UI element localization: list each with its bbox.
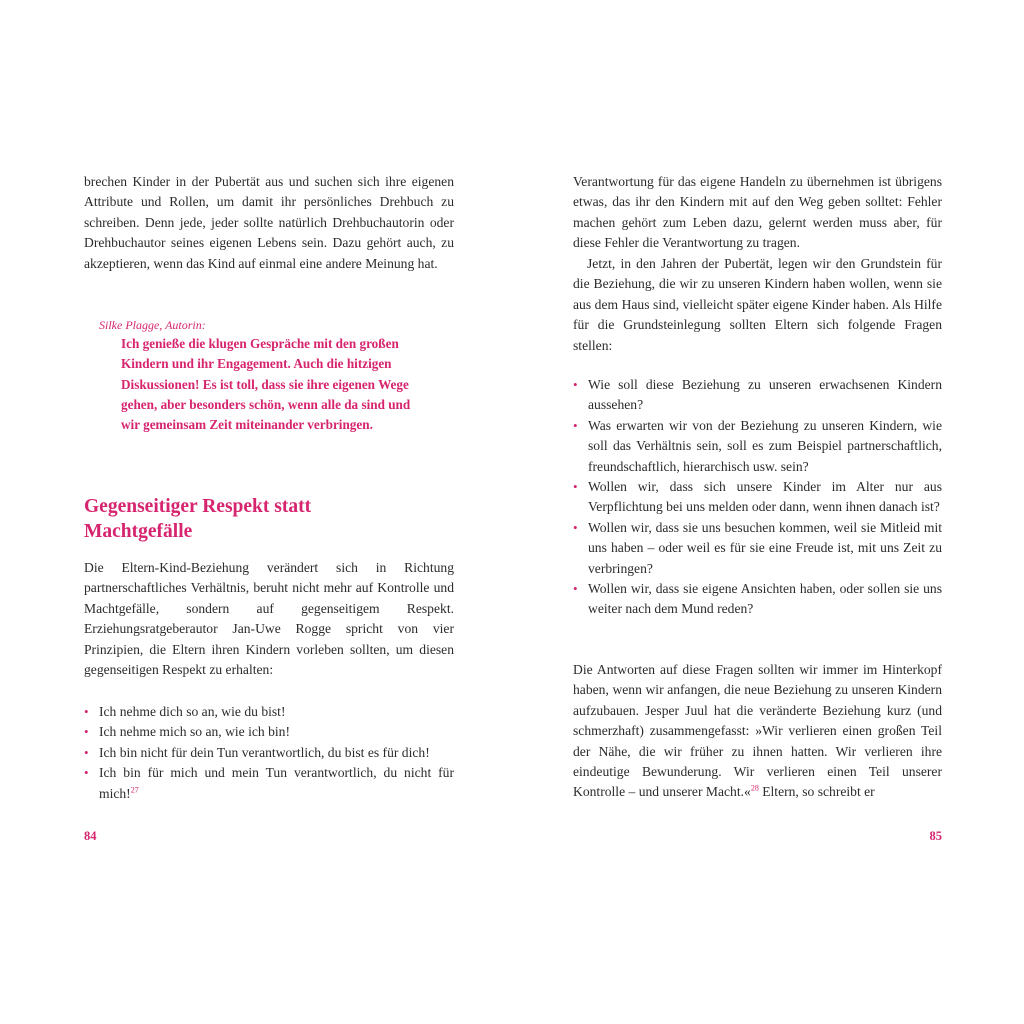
paragraph-1: Verantwortung für das eigene Handeln zu übernehmen ist übrigens etwas, das ihr den Kindern mit auf den Weg geben solltet: Fehler machen gehört zum Leben dazu, gelernt werden muss aber, für diese Fehler die Verantwortung zu tragen. bbox=[573, 174, 942, 251]
page-number-right: 85 bbox=[929, 829, 942, 843]
paragraph-2: Jetzt, in den Jahren der Pubertät, legen wir den Grundstein für die Beziehung, die wir zu unseren Kindern haben wollen, wenn sie aus dem Haus sind, vielleicht später eigene Kinder haben. Als Hilfe für die Grundsteinlegung sollten Eltern sich folgende Fragen stellen: bbox=[573, 256, 942, 353]
section-heading: Gegenseitiger Respekt statt Machtgefälle bbox=[84, 496, 312, 542]
page-number-left: 84 bbox=[84, 829, 97, 843]
list-item: • Wollen wir, dass sich unsere Kinder im Alter nur aus Verpflichtung bei uns melden oder dann, wenn ihnen danach ist? bbox=[573, 479, 942, 515]
quote-text: Ich genieße die klugen Gespräche mit den großen Kindern und ihr Engagement. Auch die hitzigen Diskussionen! Es ist toll, dass sie ihre eigenen Wege gehen, aber besonders schön, wenn alle da sind und wir gemeinsam Zeit miteinander verbringen. bbox=[121, 336, 411, 433]
bullet-icon: • bbox=[84, 704, 89, 719]
paragraph-3: Die Antworten auf diese Fragen sollten wir immer im Hinterkopf haben, wenn wir anfangen, die neue Beziehung zu unseren Kindern aufzubauen. Jesper Juul hat die veränderte Beziehung kurz (und schmerzhaft) zusammengefasst: »Wir verlieren einen großen Teil der Nähe, die wir früher zu ihnen hatten. Wir verlieren ihre eindeutige Bewunderung. Wir verlieren einen Teil unserer Kontrolle – und unserer Macht.«$^{28}$ Eltern, so schreibt er bbox=[573, 662, 942, 800]
bullet-icon: • bbox=[573, 417, 578, 433]
list-item: • Ich bin für mich und mein Tun verantwortlich, du nicht für mich!$^{27}$ bbox=[84, 765, 454, 801]
bullet-icon: • bbox=[84, 765, 89, 781]
intro-paragraph: brechen Kinder in der Pubertät aus und suchen sich ihre eigenen Attribute und Rollen, um damit ihr persönliches Drehbuch zu schreiben. Denn jede, jeder sollte natürlich Drehbuchautorin oder Drehbuchautor seines eigenen Lebens sein. Dazu gehört auch, zu akzeptieren, wenn das Kind auf einmal eine andere Meinung hat. bbox=[84, 174, 454, 271]
questions-list bbox=[573, 375, 942, 620]
list-item: • Ich nehme dich so an, wie du bist! bbox=[84, 702, 454, 722]
list-item: • Wollen wir, dass sie eigene Ansichten haben, oder sollen sie uns weiter nach dem Mund reden? bbox=[573, 581, 942, 617]
list-item: • Wie soll diese Beziehung zu unseren erwachsenen Kindern aussehen? bbox=[573, 377, 942, 413]
list-item: • Ich bin nicht für dein Tun verantwortlich, du bist es für dich! bbox=[84, 743, 454, 763]
list-item: • Ich nehme mich so an, wie ich bin! bbox=[84, 722, 454, 742]
list-item: • Wollen wir, dass sie uns besuchen kommen, weil sie Mitleid mit uns haben – oder weil es für sie eine Freude ist, mit uns Zeit zu verbringen? bbox=[573, 519, 942, 576]
bullet-icon: • bbox=[84, 724, 89, 740]
bullet-icon: • bbox=[573, 519, 578, 535]
footnote-ref: 27 bbox=[130, 785, 139, 795]
bullet-icon: • bbox=[84, 744, 89, 760]
bullet-icon: • bbox=[573, 581, 578, 597]
bullet-icon: • bbox=[573, 377, 578, 392]
quote-author: Silke Plagge, Autorin: bbox=[99, 318, 206, 332]
principles-list bbox=[84, 702, 454, 804]
footnote-ref: 28 bbox=[750, 783, 759, 793]
bullet-icon: • bbox=[573, 479, 578, 495]
list-item: • Was erwarten wir von der Beziehung zu unseren Kindern, wie soll das Verhältnis sein, soll es zum Beispiel partnerschaftlich, freundschaftlich, hierarchisch usw. sein? bbox=[573, 417, 942, 474]
body-paragraph: Die Eltern-Kind-Beziehung verändert sich in Richtung partnerschaftliches Verhältnis, beruht nicht mehr auf Kontrolle und Machtgefälle, sondern auf gegenseitigem Respekt. Erziehungsratgeberautor Jan-Uwe Rogge spricht von vier Prinzipien, die Eltern ihren Kindern vorleben sollten, um diesen gegenseitigen Respekt zu erhalten: bbox=[84, 560, 454, 678]
